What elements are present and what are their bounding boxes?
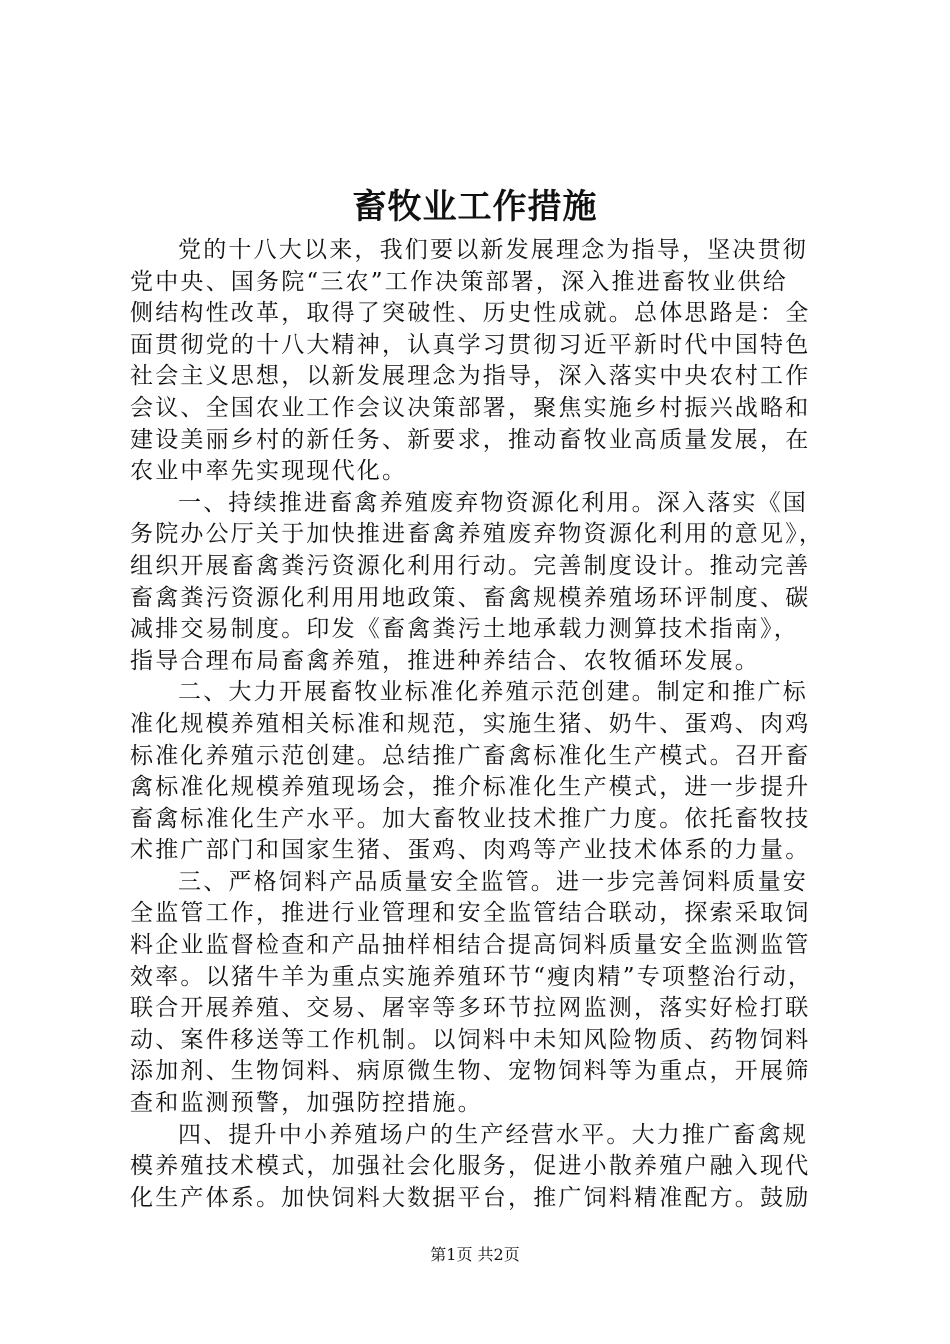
paragraph-line: 组织开展畜禽粪污资源化利用行动。完善制度设计。推动完善 [130, 552, 811, 579]
paragraph-line: 动、案件移送等工作机制。以饲料中未知风险物质、药物饲料 [130, 1026, 811, 1053]
paragraph-line: 禽标准化规模养殖现场会，推介标准化生产模式，进一步提升 [130, 774, 811, 801]
paragraph-line: 模养殖技术模式，加强社会化服务，促进小散养殖户融入现代 [130, 1153, 811, 1180]
page-footer: 第1页 共2页 [430, 1245, 520, 1264]
paragraph-line: 侧结构性改革，取得了突破性、历史性成就。总体思路是：全 [130, 300, 811, 327]
paragraph-line: 联合开展养殖、交易、屠宰等多环节拉网监测，落实好检打联 [130, 995, 811, 1022]
paragraph-line: 畜禽粪污资源化利用用地政策、畜禽规模养殖场环评制度、碳 [130, 584, 811, 611]
paragraph-line: 指导合理布局畜禽养殖，推进种养结合、农牧循环发展。 [130, 647, 760, 674]
paragraph-first-line: 一、持续推进畜禽养殖废弃物资源化利用。深入落实《国 [178, 489, 808, 516]
paragraph-line: 建设美丽乡村的新任务、新要求，推动畜牧业高质量发展，在 [130, 426, 811, 453]
paragraph-line: 畜禽标准化生产水平。加大畜牧业技术推广力度。依托畜牧技 [130, 805, 811, 832]
paragraph-line: 社会主义思想，以新发展理念为指导，深入落实中央农村工作 [130, 363, 811, 390]
paragraph-line: 准化规模养殖相关标准和规范，实施生猪、奶牛、蛋鸡、肉鸡 [130, 710, 811, 737]
paragraph-line: 全监管工作，推进行业管理和安全监管结合联动，探索采取饲 [130, 900, 811, 927]
paragraph-first-line: 党的十八大以来，我们要以新发展理念为指导，坚决贯彻 [178, 237, 808, 263]
paragraph-line: 效率。以猪牛羊为重点实施养殖环节“瘦肉精”专项整治行动， [130, 963, 814, 990]
paragraph-line: 术推广部门和国家生猪、蛋鸡、肉鸡等产业技术体系的力量。 [130, 837, 811, 864]
paragraph-line: 查和监测预警，加强防控措施。 [130, 1090, 483, 1117]
paragraph-line: 面贯彻党的十八大精神，认真学习贯彻习近平新时代中国特色 [130, 331, 811, 358]
paragraph-line: 务院办公厅关于加快推进畜禽养殖废弃物资源化利用的意见》， [130, 521, 825, 548]
paragraph-line: 农业中率先实现现代化。 [130, 458, 408, 485]
paragraph-line: 化生产体系。加快饲料大数据平台，推广饲料精准配方。鼓励 [130, 1184, 811, 1211]
paragraph-first-line: 二、大力开展畜牧业标准化养殖示范创建。制定和推广标 [178, 679, 808, 706]
document-body [130, 235, 830, 1214]
paragraph-first-line: 三、严格饲料产品质量安全监管。进一步完善饲料质量安 [178, 868, 808, 895]
paragraph-line: 会议、全国农业工作会议决策部署，聚焦实施乡村振兴战略和 [130, 394, 811, 421]
paragraph-line: 标准化养殖示范创建。总结推广畜禽标准化生产模式。召开畜 [130, 742, 811, 769]
paragraph-line: 党中央、国务院“三农”工作决策部署，深入推进畜牧业供给 [130, 268, 788, 295]
paragraph-line: 添加剂、生物饲料、病原微生物、宠物饲料等为重点，开展筛 [130, 1058, 811, 1085]
paragraph-first-line: 四、提升中小养殖场户的生产经营水平。大力推广畜禽规 [178, 1121, 808, 1148]
document-title: 畜牧业工作措施 [352, 187, 598, 227]
paragraph-line: 料企业监督检查和产品抽样相结合提高饲料质量安全监测监管 [130, 932, 811, 959]
paragraph-line: 减排交易制度。印发《畜禽粪污土地承载力测算技术指南》， [130, 616, 799, 643]
